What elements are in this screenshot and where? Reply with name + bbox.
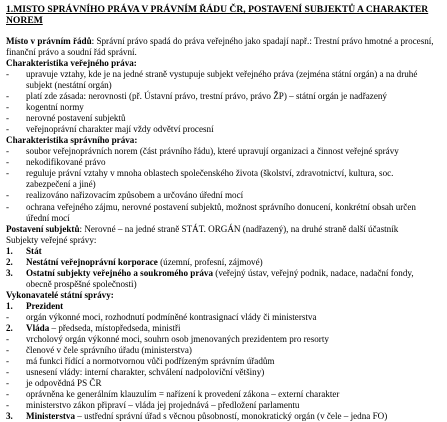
misto-paragraph	[6, 36, 437, 58]
list-item-text: má funkci řídící a normotvornou vůči podřízeným správním úřadům	[26, 356, 275, 367]
item-number: 2.	[6, 256, 13, 267]
list-item	[6, 91, 437, 102]
ministerstva-label: Ministerstva	[26, 411, 75, 422]
numbered-item	[6, 257, 437, 268]
dash-bullet: -	[6, 367, 10, 378]
subjekty-list	[6, 246, 437, 290]
vlada-label: Vláda	[26, 323, 50, 334]
list-item-text: upravuje vztahy, kde je na jedné straně vystupuje subjekt veřejného práva (zejména státní orgán) a na druhé subjekt (nestátní orgán)	[26, 68, 418, 90]
item-number: 3.	[6, 267, 13, 278]
vlada-label-rest: – předseda, místopředseda, ministři	[49, 323, 181, 334]
list-item	[6, 367, 437, 378]
subjekty-subheading: Subjekty veřejné správy:	[6, 234, 97, 245]
char-verejneho-heading: Charakteristika veřejného práva:	[6, 57, 137, 68]
vlada-item	[6, 323, 437, 334]
list-item-text: kogentní normy	[26, 102, 84, 113]
item-number: 1.	[6, 245, 13, 256]
dash-bullet: -	[6, 102, 10, 113]
item-bold-text: Stát	[26, 245, 42, 256]
title-line-1: 1.MISTO SPRÁVNÍHO PRÁVA V PRÁVNÍM ŘÁDU ČR, POSTAVENÍ SUBJEKTŮ A CHARAKTER	[6, 4, 429, 15]
dash-bullet: -	[6, 201, 10, 212]
char-spravniho-heading: Charakteristika správního práva:	[6, 135, 138, 146]
char-spravniho-list	[6, 146, 437, 223]
vlada-content	[26, 323, 437, 334]
item-rest-text: (veřejný ústav, veřejný podnik, nadace, nadační fondy, obecně prospěšné společnosti)	[26, 267, 414, 289]
list-item	[6, 312, 437, 323]
dash-bullet: -	[6, 311, 10, 322]
document-title	[6, 4, 437, 27]
dash-bullet: -	[6, 334, 10, 345]
list-item-text: oprávněna ke generálním klauzulím = nařízení k provedení zákona – externí charakter	[26, 389, 340, 400]
dash-bullet: -	[6, 345, 10, 356]
numbered-item-content	[26, 257, 437, 268]
list-item-text: vrcholový orgán výkonné moci, souhrn osob jmenovaných prezidentem pro resorty	[26, 334, 329, 345]
item-rest-text: (územní, profesní, zájmové)	[157, 256, 263, 267]
list-item	[6, 69, 437, 91]
list-item-text: soubor veřejnoprávních norem (část právního řádu), které upravují organizaci a činnost veřejné správy	[26, 146, 399, 157]
dash-bullet: -	[6, 356, 10, 367]
list-item	[6, 168, 437, 190]
postaveni-paragraph	[6, 224, 437, 235]
ministerstva-content	[26, 411, 437, 422]
dash-bullet: -	[6, 378, 10, 389]
item-number: 2.	[6, 323, 13, 334]
postaveni-text: : Nerovné – na jedné straně STÁT. ORGÁN (nadřazený), na druhé straně další účastník	[79, 223, 399, 234]
list-item-text: je odpovědná PS ČR	[26, 378, 102, 389]
dash-bullet: -	[6, 113, 10, 124]
list-item-text: ochrana veřejného zájmu, nerovné postavení subjektů, možnost správního donucení, konkrétní obsah určen úřední mocí	[26, 201, 416, 223]
postaveni-label: Postavení subjektů	[6, 223, 80, 234]
numbered-item	[6, 246, 437, 257]
prezident-item	[6, 301, 437, 312]
item-number: 3.	[6, 411, 13, 422]
dash-bullet: -	[6, 389, 10, 400]
list-item	[6, 400, 437, 411]
dash-bullet: -	[6, 91, 10, 102]
list-item	[6, 334, 437, 345]
dash-bullet: -	[6, 124, 10, 135]
list-item	[6, 102, 437, 113]
item-number: 1.	[6, 300, 13, 311]
list-item	[6, 202, 437, 224]
char-verejneho-list	[6, 69, 437, 135]
list-item	[6, 389, 437, 400]
list-item-text: nekodifikované právo	[26, 157, 106, 168]
numbered-item-content	[26, 268, 437, 290]
misto-label: Místo v právním řádů	[6, 35, 92, 46]
list-item-text: reguluje právní vztahy v mnoha oblastech společenského života (školství, zdravotnictví, kultura, soc. zabezpečení a jiné)	[26, 168, 394, 190]
item-bold-text: Ostatní subjekty veřejného a soukromého práva	[26, 267, 214, 278]
prezident-label: Prezident	[26, 300, 64, 311]
numbered-item	[6, 268, 437, 290]
list-item	[6, 157, 437, 168]
list-item-text: ministerstvo zákon připraví – vláda jej projednává – předložení parlamentu	[26, 400, 300, 411]
list-item-text: usnesení vlády: interní charakter, schválení nadpoloviční většiny)	[26, 367, 265, 378]
list-item	[6, 146, 437, 157]
list-item	[6, 190, 437, 201]
ministerstva-rest: – ustřední správní úřad s věcnou působností, monokratický orgán (v čele – jedna FO)	[75, 411, 388, 422]
list-item-text: členové v čele správního úřadu (ministerstva)	[26, 345, 192, 356]
numbered-item-content	[26, 246, 437, 257]
misto-text: : Správní právo spadá do práva veřejného jako spadají např.: Trestní právo hmotné a procesní, finanční právo a soudní řád správní.	[6, 35, 434, 57]
ministerstva-item	[6, 411, 437, 422]
dash-bullet: -	[6, 400, 10, 411]
list-item	[6, 124, 437, 135]
list-item	[6, 345, 437, 356]
list-item	[6, 378, 437, 389]
vykonavatele-heading: Vykonavatelé státní správy:	[6, 289, 114, 300]
dash-bullet: -	[6, 190, 10, 201]
list-item-text: platí zde zásada: nerovnosti (př. Ústavní právo, trestní právo, právo ŽP) – státní orgán je nadřazený	[26, 91, 387, 102]
list-item-text: orgán výkonné moci, rozhodnutí podmíněné kontrasignací vlády či ministerstva	[26, 311, 317, 322]
dash-bullet: -	[6, 157, 10, 168]
dash-bullet: -	[6, 168, 10, 179]
list-item-text: realizováno nařizovacím způsobem a určováno úřední mocí	[26, 190, 244, 201]
list-item-text: nerovné postavení subjektů	[26, 113, 126, 124]
item-bold-text: Nestátní veřejnoprávní korporace	[26, 256, 158, 267]
list-item	[6, 113, 437, 124]
title-line-2: NOREM	[6, 15, 43, 27]
list-item-text: veřejnoprávní charakter mají vždy odvětví procesní	[26, 124, 214, 135]
dash-bullet: -	[6, 68, 10, 79]
list-item	[6, 356, 437, 367]
dash-bullet: -	[6, 146, 10, 157]
